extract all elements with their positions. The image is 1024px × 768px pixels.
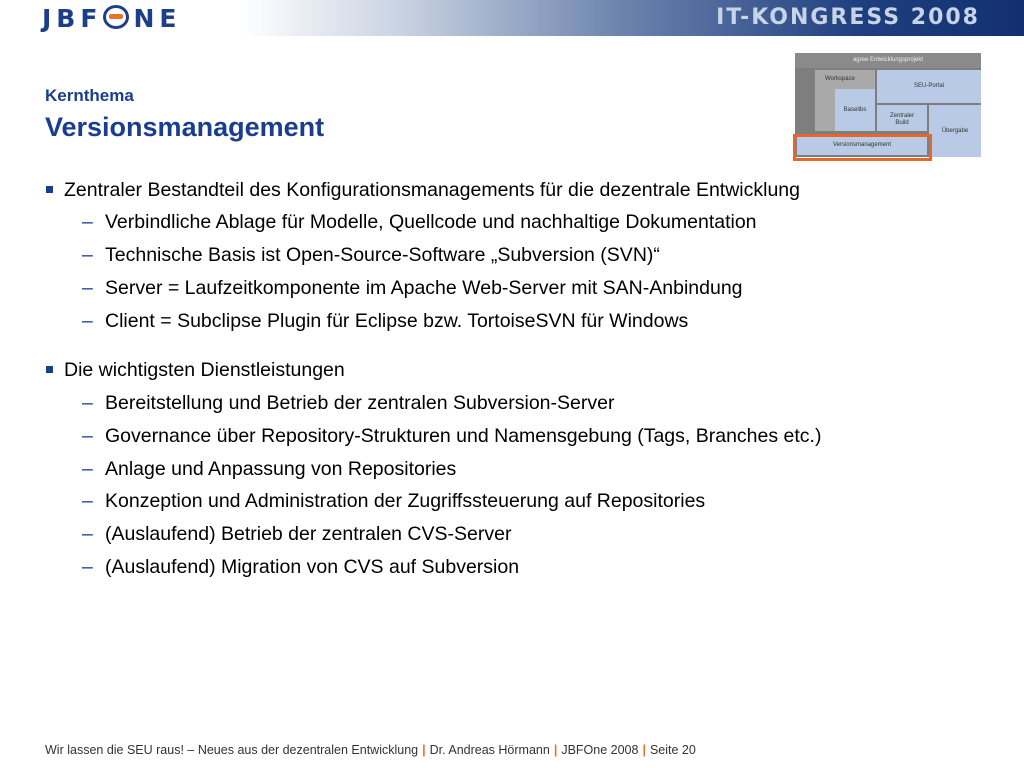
dash-bullet-icon: –: [82, 490, 93, 512]
bullet-1-sub-3: [82, 277, 743, 300]
dash-bullet-icon: –: [82, 244, 93, 266]
footer-page-number: Seite 20: [649, 743, 696, 757]
bullet-1: [64, 179, 800, 202]
jbfone-logo: [42, 5, 181, 32]
bullet-2-sub-5: [82, 523, 512, 546]
slide-title: Versionsmanagement: [45, 112, 325, 142]
congress-label: IT-KONGRESS 2008: [716, 5, 980, 30]
logo-o-icon: [103, 5, 129, 29]
footer-event: JBFOne 2008: [561, 743, 639, 757]
diagram-zentraler-build: Zentraler Build: [877, 105, 927, 131]
bullet-1-sub-2: [82, 244, 660, 267]
logo-text-start: JBF: [42, 4, 103, 33]
bullet-1-sub-4-text: Client = Subclipse Plugin für Eclipse bzw. TortoiseSVN für Windows: [105, 310, 689, 332]
footer-separator: |: [553, 743, 558, 757]
bullet-2: [64, 359, 345, 382]
diagram-versionsmanagement: Versionsmanagement: [797, 135, 927, 155]
bullet-2-sub-6-text: (Auslaufend) Migration von CVS auf Subversion: [105, 556, 520, 578]
bullet-1-text: Zentraler Bestandteil des Konfigurationsmanagements für die dezentrale Entwicklung: [64, 179, 801, 201]
diagram-uebergabe: Übergabe: [929, 105, 981, 157]
bullet-1-sub-2-text: Technische Basis ist Open-Source-Software „Subversion (SVN)“: [105, 244, 660, 266]
dash-bullet-icon: –: [82, 523, 93, 545]
header-band: [0, 0, 1024, 36]
diagram-top-label: agree Entwicklungsprojekt: [795, 53, 981, 68]
bullet-2-text: Die wichtigsten Dienstleistungen: [64, 359, 345, 381]
bullet-2-sub-6: [82, 556, 520, 579]
footer: [45, 743, 696, 757]
bullet-2-sub-3-text: Anlage und Anpassung von Repositories: [105, 458, 457, 480]
dash-bullet-icon: –: [82, 310, 93, 332]
bullet-1-sub-4: [82, 310, 689, 333]
dash-bullet-icon: –: [82, 425, 93, 447]
footer-separator: |: [642, 743, 646, 757]
bullet-2-sub-2: [82, 425, 822, 448]
diagram-highlight-frame: [793, 134, 932, 161]
dash-bullet-icon: –: [82, 277, 93, 299]
dash-bullet-icon: –: [82, 392, 93, 414]
footer-title: Wir lassen die SEU raus! – Neues aus der dezentralen Entwicklung: [45, 743, 419, 757]
diagram-seu-portal: SEU-Portal: [877, 70, 981, 103]
dash-bullet-icon: –: [82, 556, 93, 578]
footer-author: Dr. Andreas Hörmann: [429, 743, 550, 757]
square-bullet-icon: [46, 186, 53, 193]
bullet-1-sub-1: [82, 211, 757, 234]
bullet-2-sub-2-text: Governance über Repository-Strukturen und Namensgebung (Tags, Branches etc.): [105, 425, 822, 447]
bullet-2-sub-1: [82, 392, 615, 415]
bullet-2-sub-4: [82, 490, 706, 513]
logo-text-end: NE: [133, 4, 182, 33]
bullet-2-sub-3: [82, 458, 457, 481]
diagram-baselibs: Baselibs: [835, 89, 875, 131]
slide-kicker: Kernthema: [45, 86, 134, 105]
bullet-2-sub-4-text: Konzeption und Administration der Zugriffssteuerung auf Repositories: [105, 490, 706, 512]
bullet-2-sub-5-text: (Auslaufend) Betrieb der zentralen CVS-Server: [105, 523, 512, 545]
bullet-1-sub-1-text: Verbindliche Ablage für Modelle, Quellcode und nachhaltige Dokumentation: [105, 211, 757, 233]
dash-bullet-icon: –: [82, 458, 93, 480]
bullet-1-sub-3-text: Server = Laufzeitkomponente im Apache Web-Server mit SAN-Anbindung: [105, 277, 743, 299]
diagram-workspace: Workspace: [815, 70, 875, 131]
square-bullet-icon: [46, 366, 53, 373]
dash-bullet-icon: –: [82, 211, 93, 233]
footer-separator: |: [422, 743, 426, 757]
bullet-2-sub-1-text: Bereitstellung und Betrieb der zentralen Subversion-Server: [105, 392, 615, 414]
